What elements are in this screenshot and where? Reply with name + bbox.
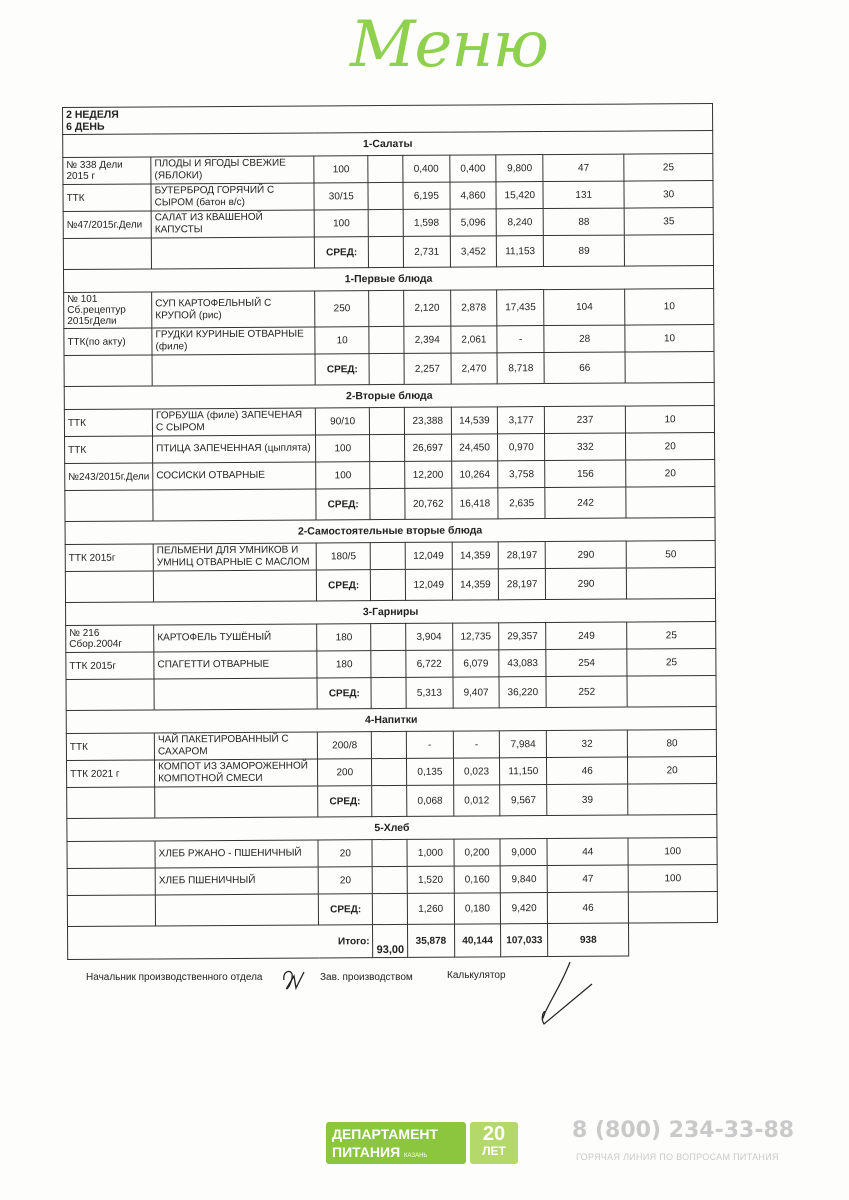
empty-cell bbox=[154, 678, 317, 710]
price: 25 bbox=[627, 622, 716, 650]
dish-name: СОСИСКИ ОТВАРНЫЕ bbox=[153, 462, 316, 490]
empty-cell bbox=[370, 488, 405, 519]
recipe-code: №47/2015г.Дели bbox=[63, 211, 151, 239]
avg-protein: 2,731 bbox=[403, 236, 450, 267]
total-protein: 35,878 bbox=[407, 924, 454, 957]
protein: 12,200 bbox=[405, 461, 452, 488]
portion-weight: 20 bbox=[318, 840, 373, 867]
table-row bbox=[64, 289, 714, 329]
empty-cell bbox=[369, 236, 404, 267]
empty-cell bbox=[152, 354, 315, 386]
dish-name: ГРУДКИ КУРИНЫЕ ОТВАРНЫЕ (филе) bbox=[152, 327, 315, 355]
empty-cell bbox=[67, 787, 155, 819]
price: 50 bbox=[626, 541, 715, 569]
kcal: 332 bbox=[545, 433, 626, 460]
section-title: 1-Первые блюда bbox=[63, 266, 713, 293]
price: 35 bbox=[624, 208, 713, 236]
average-label: СРЕД: bbox=[317, 678, 372, 709]
table-row bbox=[65, 460, 715, 491]
kcal: 131 bbox=[543, 181, 624, 208]
protein: 6,722 bbox=[406, 650, 453, 677]
section-title: 2-Самостоятельные вторые блюда bbox=[65, 518, 715, 545]
avg-protein: 12,049 bbox=[405, 569, 452, 600]
empty-cell bbox=[371, 542, 406, 569]
total-kcal: 938 bbox=[548, 923, 629, 956]
avg-carbs: 2,635 bbox=[498, 488, 545, 519]
carbs: 7,984 bbox=[500, 731, 547, 758]
empty-cell bbox=[65, 490, 153, 522]
hotline-caption: ГОРЯЧАЯ ЛИНИЯ ПО ВОПРОСАМ ПИТАНИЯ bbox=[576, 1152, 779, 1162]
portion-weight: 10 bbox=[315, 327, 370, 354]
empty-cell bbox=[371, 650, 406, 677]
total-sum: 93,00 bbox=[373, 924, 408, 957]
kcal: 254 bbox=[546, 649, 627, 676]
table-row bbox=[63, 154, 713, 185]
avg-kcal: 242 bbox=[545, 487, 626, 518]
average-label: СРЕД: bbox=[314, 237, 369, 268]
price: 10 bbox=[625, 325, 714, 353]
fat: 5,096 bbox=[450, 209, 497, 236]
table-row bbox=[66, 649, 716, 680]
protein: 23,388 bbox=[404, 407, 451, 434]
fat: 12,735 bbox=[452, 623, 499, 650]
menu-table bbox=[62, 103, 718, 960]
average-row bbox=[63, 235, 713, 270]
recipe-code: ТТК bbox=[65, 436, 153, 464]
avg-carbs: 9,420 bbox=[501, 893, 548, 924]
price: 20 bbox=[626, 460, 715, 488]
avg-fat: 14,359 bbox=[452, 569, 499, 600]
dish-name: ПЛОДЫ И ЯГОДЫ СВЕЖИЕ (ЯБЛОКИ) bbox=[151, 156, 314, 184]
fat: 2,878 bbox=[450, 290, 497, 326]
section-title: 5-Хлеб bbox=[67, 815, 717, 842]
average-label: СРЕД: bbox=[316, 489, 371, 520]
logo-line2: ПИТАНИЯ bbox=[332, 1144, 401, 1160]
portion-weight: 180 bbox=[317, 651, 372, 678]
dish-name: БУТЕРБРОД ГОРЯЧИЙ С СЫРОМ (батон в/с) bbox=[151, 183, 314, 211]
kcal: 32 bbox=[547, 730, 628, 757]
kcal: 104 bbox=[544, 289, 625, 325]
protein: 6,195 bbox=[403, 182, 450, 209]
avg-fat: 9,407 bbox=[453, 677, 500, 708]
empty-cell bbox=[371, 623, 406, 650]
signature-line bbox=[62, 968, 713, 1028]
carbs: 3,177 bbox=[498, 407, 545, 434]
avg-carbs: 8,718 bbox=[497, 353, 544, 384]
kcal: 237 bbox=[545, 406, 626, 433]
dish-name: СПАГЕТТИ ОТВАРНЫЕ bbox=[154, 651, 317, 679]
kcal: 28 bbox=[544, 325, 625, 352]
recipe-code: №243/2015г.Дели bbox=[65, 463, 153, 491]
recipe-code: № 101 Сб.рецептур 2015гДели bbox=[64, 292, 152, 329]
empty-cell bbox=[155, 786, 318, 818]
empty-cell bbox=[626, 487, 715, 519]
empty-cell bbox=[373, 893, 408, 924]
recipe-code: ТТК(по акту) bbox=[64, 328, 152, 356]
price: 80 bbox=[628, 730, 717, 758]
signature-icon bbox=[530, 958, 600, 1028]
fat: - bbox=[453, 731, 500, 758]
empty-cell bbox=[373, 866, 408, 893]
portion-weight: 100 bbox=[316, 435, 371, 462]
portion-weight: 100 bbox=[314, 156, 369, 183]
section-title: 3-Гарниры bbox=[66, 599, 716, 626]
recipe-code: ТТК 2015г bbox=[66, 652, 154, 680]
table-row bbox=[67, 838, 717, 869]
dish-name: ГОРБУША (филе) ЗАПЕЧЕНАЯ С СЫРОМ bbox=[152, 408, 315, 436]
empty-cell bbox=[155, 894, 318, 926]
department-logo bbox=[326, 1122, 466, 1164]
carbs: 17,435 bbox=[497, 290, 544, 326]
recipe-code: № 216 Сбор.2004г bbox=[66, 625, 154, 653]
total-label: Итого: bbox=[68, 925, 374, 960]
empty-cell bbox=[629, 923, 718, 957]
empty-cell bbox=[624, 235, 713, 267]
carbs: 8,240 bbox=[496, 209, 543, 236]
kcal: 156 bbox=[545, 460, 626, 487]
fat: 14,539 bbox=[451, 407, 498, 434]
empty-cell bbox=[370, 434, 405, 461]
avg-fat: 3,452 bbox=[450, 236, 497, 267]
empty-cell bbox=[370, 461, 405, 488]
price: 10 bbox=[625, 289, 714, 326]
table-row bbox=[63, 208, 713, 239]
kcal: 47 bbox=[543, 154, 624, 181]
avg-carbs: 9,567 bbox=[500, 785, 547, 816]
recipe-code: ТТК bbox=[66, 733, 154, 761]
empty-cell bbox=[628, 784, 717, 816]
empty-cell bbox=[372, 758, 407, 785]
dish-name: СУП КАРТОФЕЛЬНЫЙ С КРУПОЙ (рис) bbox=[152, 291, 315, 328]
empty-cell bbox=[370, 407, 405, 434]
recipe-code bbox=[67, 841, 155, 869]
fat: 0,400 bbox=[449, 155, 496, 182]
portion-weight: 90/10 bbox=[315, 408, 370, 435]
carbs: 28,197 bbox=[498, 542, 545, 569]
portion-weight: 250 bbox=[315, 291, 370, 327]
dish-name: КАРТОФЕЛЬ ТУШЁНЫЙ bbox=[154, 624, 317, 652]
protein: 1,520 bbox=[407, 866, 454, 893]
table-row bbox=[65, 541, 715, 572]
table-row bbox=[66, 730, 716, 761]
empty-cell bbox=[368, 155, 403, 182]
avg-protein: 2,257 bbox=[404, 353, 451, 384]
week-label: 2 НЕДЕЛЯ bbox=[66, 108, 119, 121]
recipe-code: ТТК 2021 г bbox=[66, 760, 154, 788]
signature-head-label: Начальник производственного отдела bbox=[86, 972, 263, 983]
avg-carbs: 36,220 bbox=[499, 677, 546, 708]
recipe-code: ТТК bbox=[63, 184, 151, 212]
avg-kcal: 66 bbox=[544, 352, 625, 383]
portion-weight: 20 bbox=[318, 867, 373, 894]
empty-cell bbox=[153, 489, 316, 521]
avg-kcal: 39 bbox=[547, 784, 628, 815]
average-label: СРЕД: bbox=[315, 354, 370, 385]
page-title: Меню bbox=[350, 8, 548, 82]
avg-protein: 1,260 bbox=[407, 893, 454, 924]
carbs: 29,357 bbox=[499, 623, 546, 650]
day-label: 6 ДЕНЬ bbox=[66, 120, 105, 133]
table-row bbox=[67, 865, 717, 896]
average-row bbox=[67, 784, 717, 819]
protein: 26,697 bbox=[404, 434, 451, 461]
empty-cell bbox=[151, 237, 314, 269]
price: 25 bbox=[627, 649, 716, 677]
empty-cell bbox=[371, 677, 406, 708]
empty-cell bbox=[372, 731, 407, 758]
fat: 0,023 bbox=[453, 758, 500, 785]
total-fat: 40,144 bbox=[454, 924, 501, 957]
price: 10 bbox=[626, 406, 715, 434]
protein: 12,049 bbox=[405, 542, 452, 569]
avg-fat: 0,180 bbox=[454, 893, 501, 924]
recipe-code bbox=[67, 868, 155, 896]
carbs: 0,970 bbox=[498, 434, 545, 461]
protein: 3,904 bbox=[406, 623, 453, 650]
empty-cell bbox=[65, 571, 153, 603]
carbs: 3,758 bbox=[498, 461, 545, 488]
carbs: 11,150 bbox=[500, 758, 547, 785]
fat: 24,450 bbox=[451, 434, 498, 461]
portion-weight: 30/15 bbox=[314, 183, 369, 210]
carbs: 9,000 bbox=[500, 839, 547, 866]
anniversary-badge bbox=[470, 1122, 518, 1164]
signature-scribble-icon bbox=[280, 966, 310, 994]
avg-protein: 0,068 bbox=[407, 785, 454, 816]
average-label: СРЕД: bbox=[316, 570, 371, 601]
average-row bbox=[64, 352, 714, 387]
avg-carbs: 28,197 bbox=[499, 569, 546, 600]
kcal: 44 bbox=[547, 838, 628, 865]
empty-cell bbox=[67, 895, 155, 927]
section-title: 1-Салаты bbox=[63, 131, 713, 158]
empty-cell bbox=[372, 839, 407, 866]
average-label: СРЕД: bbox=[318, 894, 373, 925]
table-row bbox=[64, 325, 714, 356]
average-row bbox=[65, 487, 715, 522]
price: 25 bbox=[624, 154, 713, 182]
average-label: СРЕД: bbox=[318, 786, 373, 817]
price: 100 bbox=[628, 838, 717, 866]
empty-cell bbox=[372, 785, 407, 816]
average-row bbox=[67, 892, 717, 927]
empty-cell bbox=[64, 355, 152, 387]
recipe-code: ТТК bbox=[64, 409, 152, 437]
avg-fat: 16,418 bbox=[451, 488, 498, 519]
protein: - bbox=[406, 731, 453, 758]
carbs: 43,083 bbox=[499, 650, 546, 677]
empty-cell bbox=[66, 679, 154, 711]
empty-cell bbox=[369, 353, 404, 384]
kcal: 249 bbox=[546, 622, 627, 649]
section-title: 4-Напитки bbox=[66, 707, 716, 734]
price: 30 bbox=[624, 181, 713, 209]
table-row bbox=[64, 406, 714, 437]
dish-name: ХЛЕБ ПШЕНИЧНЫЙ bbox=[155, 867, 318, 895]
kcal: 47 bbox=[547, 865, 628, 892]
carbs: 15,420 bbox=[496, 182, 543, 209]
portion-weight: 200 bbox=[318, 759, 373, 786]
signature-manager-label: Зав. производством bbox=[320, 972, 413, 983]
protein: 1,000 bbox=[407, 839, 454, 866]
recipe-code: № 338 Дели 2015 г bbox=[63, 157, 151, 185]
carbs: 9,800 bbox=[496, 155, 543, 182]
fat: 0,200 bbox=[454, 839, 501, 866]
avg-carbs: 11,153 bbox=[497, 236, 544, 267]
protein: 1,598 bbox=[403, 209, 450, 236]
avg-kcal: 252 bbox=[546, 676, 627, 707]
table-row bbox=[63, 181, 713, 212]
empty-cell bbox=[369, 326, 404, 353]
logo-line1: ДЕПАРТАМЕНТ bbox=[332, 1126, 439, 1142]
portion-weight: 100 bbox=[316, 462, 371, 489]
empty-cell bbox=[628, 892, 717, 924]
price: 100 bbox=[628, 865, 717, 893]
carbs: - bbox=[497, 326, 544, 353]
avg-kcal: 89 bbox=[543, 235, 624, 266]
total-row bbox=[68, 923, 718, 960]
total-carbs: 107,033 bbox=[501, 924, 548, 957]
signature-calc-label: Калькулятор bbox=[447, 970, 506, 981]
empty-cell bbox=[369, 290, 404, 326]
portion-weight: 100 bbox=[314, 210, 369, 237]
empty-cell bbox=[63, 238, 151, 270]
fat: 14,359 bbox=[452, 542, 499, 569]
dish-name: ЧАЙ ПАКЕТИРОВАННЫЙ С САХАРОМ bbox=[154, 732, 317, 760]
empty-cell bbox=[627, 568, 716, 600]
empty-cell bbox=[625, 352, 714, 384]
avg-kcal: 46 bbox=[547, 892, 628, 923]
avg-protein: 20,762 bbox=[405, 488, 452, 519]
header-row bbox=[63, 104, 713, 135]
hotline-phone: 8 (800) 234-33-88 bbox=[572, 1118, 795, 1143]
average-row bbox=[65, 568, 715, 603]
table-row bbox=[66, 622, 716, 653]
protein: 2,120 bbox=[404, 290, 451, 326]
empty-cell bbox=[371, 569, 406, 600]
dish-name: САЛАТ ИЗ КВАШЕНОЙ КАПУСТЫ bbox=[151, 210, 314, 238]
protein: 0,135 bbox=[406, 758, 453, 785]
price: 20 bbox=[626, 433, 715, 461]
table-row bbox=[65, 433, 715, 464]
dish-name: ПТИЦА ЗАПЕЧЕННАЯ (цыплята) bbox=[153, 435, 316, 463]
logo-city: КАЗАНЬ bbox=[404, 1153, 428, 1159]
fat: 10,264 bbox=[451, 461, 498, 488]
anniv-num: 20 bbox=[482, 1123, 506, 1145]
dish-name: ПЕЛЬМЕНИ ДЛЯ УМНИКОВ И УМНИЦ ОТВАРНЫЕ С МАСЛОМ bbox=[153, 543, 316, 571]
recipe-code: ТТК 2015г bbox=[65, 544, 153, 572]
fat: 4,860 bbox=[450, 182, 497, 209]
avg-fat: 0,012 bbox=[453, 785, 500, 816]
carbs: 9,840 bbox=[500, 866, 547, 893]
portion-weight: 180 bbox=[317, 624, 372, 651]
dish-name: ХЛЕБ РЖАНО - ПШЕНИЧНЫЙ bbox=[155, 840, 318, 868]
empty-cell bbox=[153, 570, 316, 602]
portion-weight: 200/8 bbox=[317, 732, 372, 759]
empty-cell bbox=[369, 209, 404, 236]
avg-kcal: 290 bbox=[546, 568, 627, 599]
avg-fat: 2,470 bbox=[451, 353, 498, 384]
table-row bbox=[66, 757, 716, 788]
kcal: 290 bbox=[545, 541, 626, 568]
kcal: 88 bbox=[543, 208, 624, 235]
fat: 0,160 bbox=[454, 866, 501, 893]
avg-protein: 5,313 bbox=[406, 677, 453, 708]
dish-name: КОМПОТ ИЗ ЗАМОРОЖЕННОЙ КОМПОТНОЙ СМЕСИ bbox=[155, 759, 318, 787]
menu-document bbox=[62, 107, 713, 1028]
protein: 0,400 bbox=[403, 155, 450, 182]
average-row bbox=[66, 676, 716, 711]
protein: 2,394 bbox=[404, 326, 451, 353]
kcal: 46 bbox=[547, 757, 628, 784]
price: 20 bbox=[628, 757, 717, 785]
fat: 6,079 bbox=[452, 650, 499, 677]
portion-weight: 180/5 bbox=[316, 543, 371, 570]
empty-cell bbox=[368, 182, 403, 209]
fat: 2,061 bbox=[451, 326, 498, 353]
anniv-word: ЛЕТ bbox=[482, 1144, 506, 1158]
empty-cell bbox=[627, 676, 716, 708]
section-title: 2-Вторые блюда bbox=[64, 383, 714, 410]
